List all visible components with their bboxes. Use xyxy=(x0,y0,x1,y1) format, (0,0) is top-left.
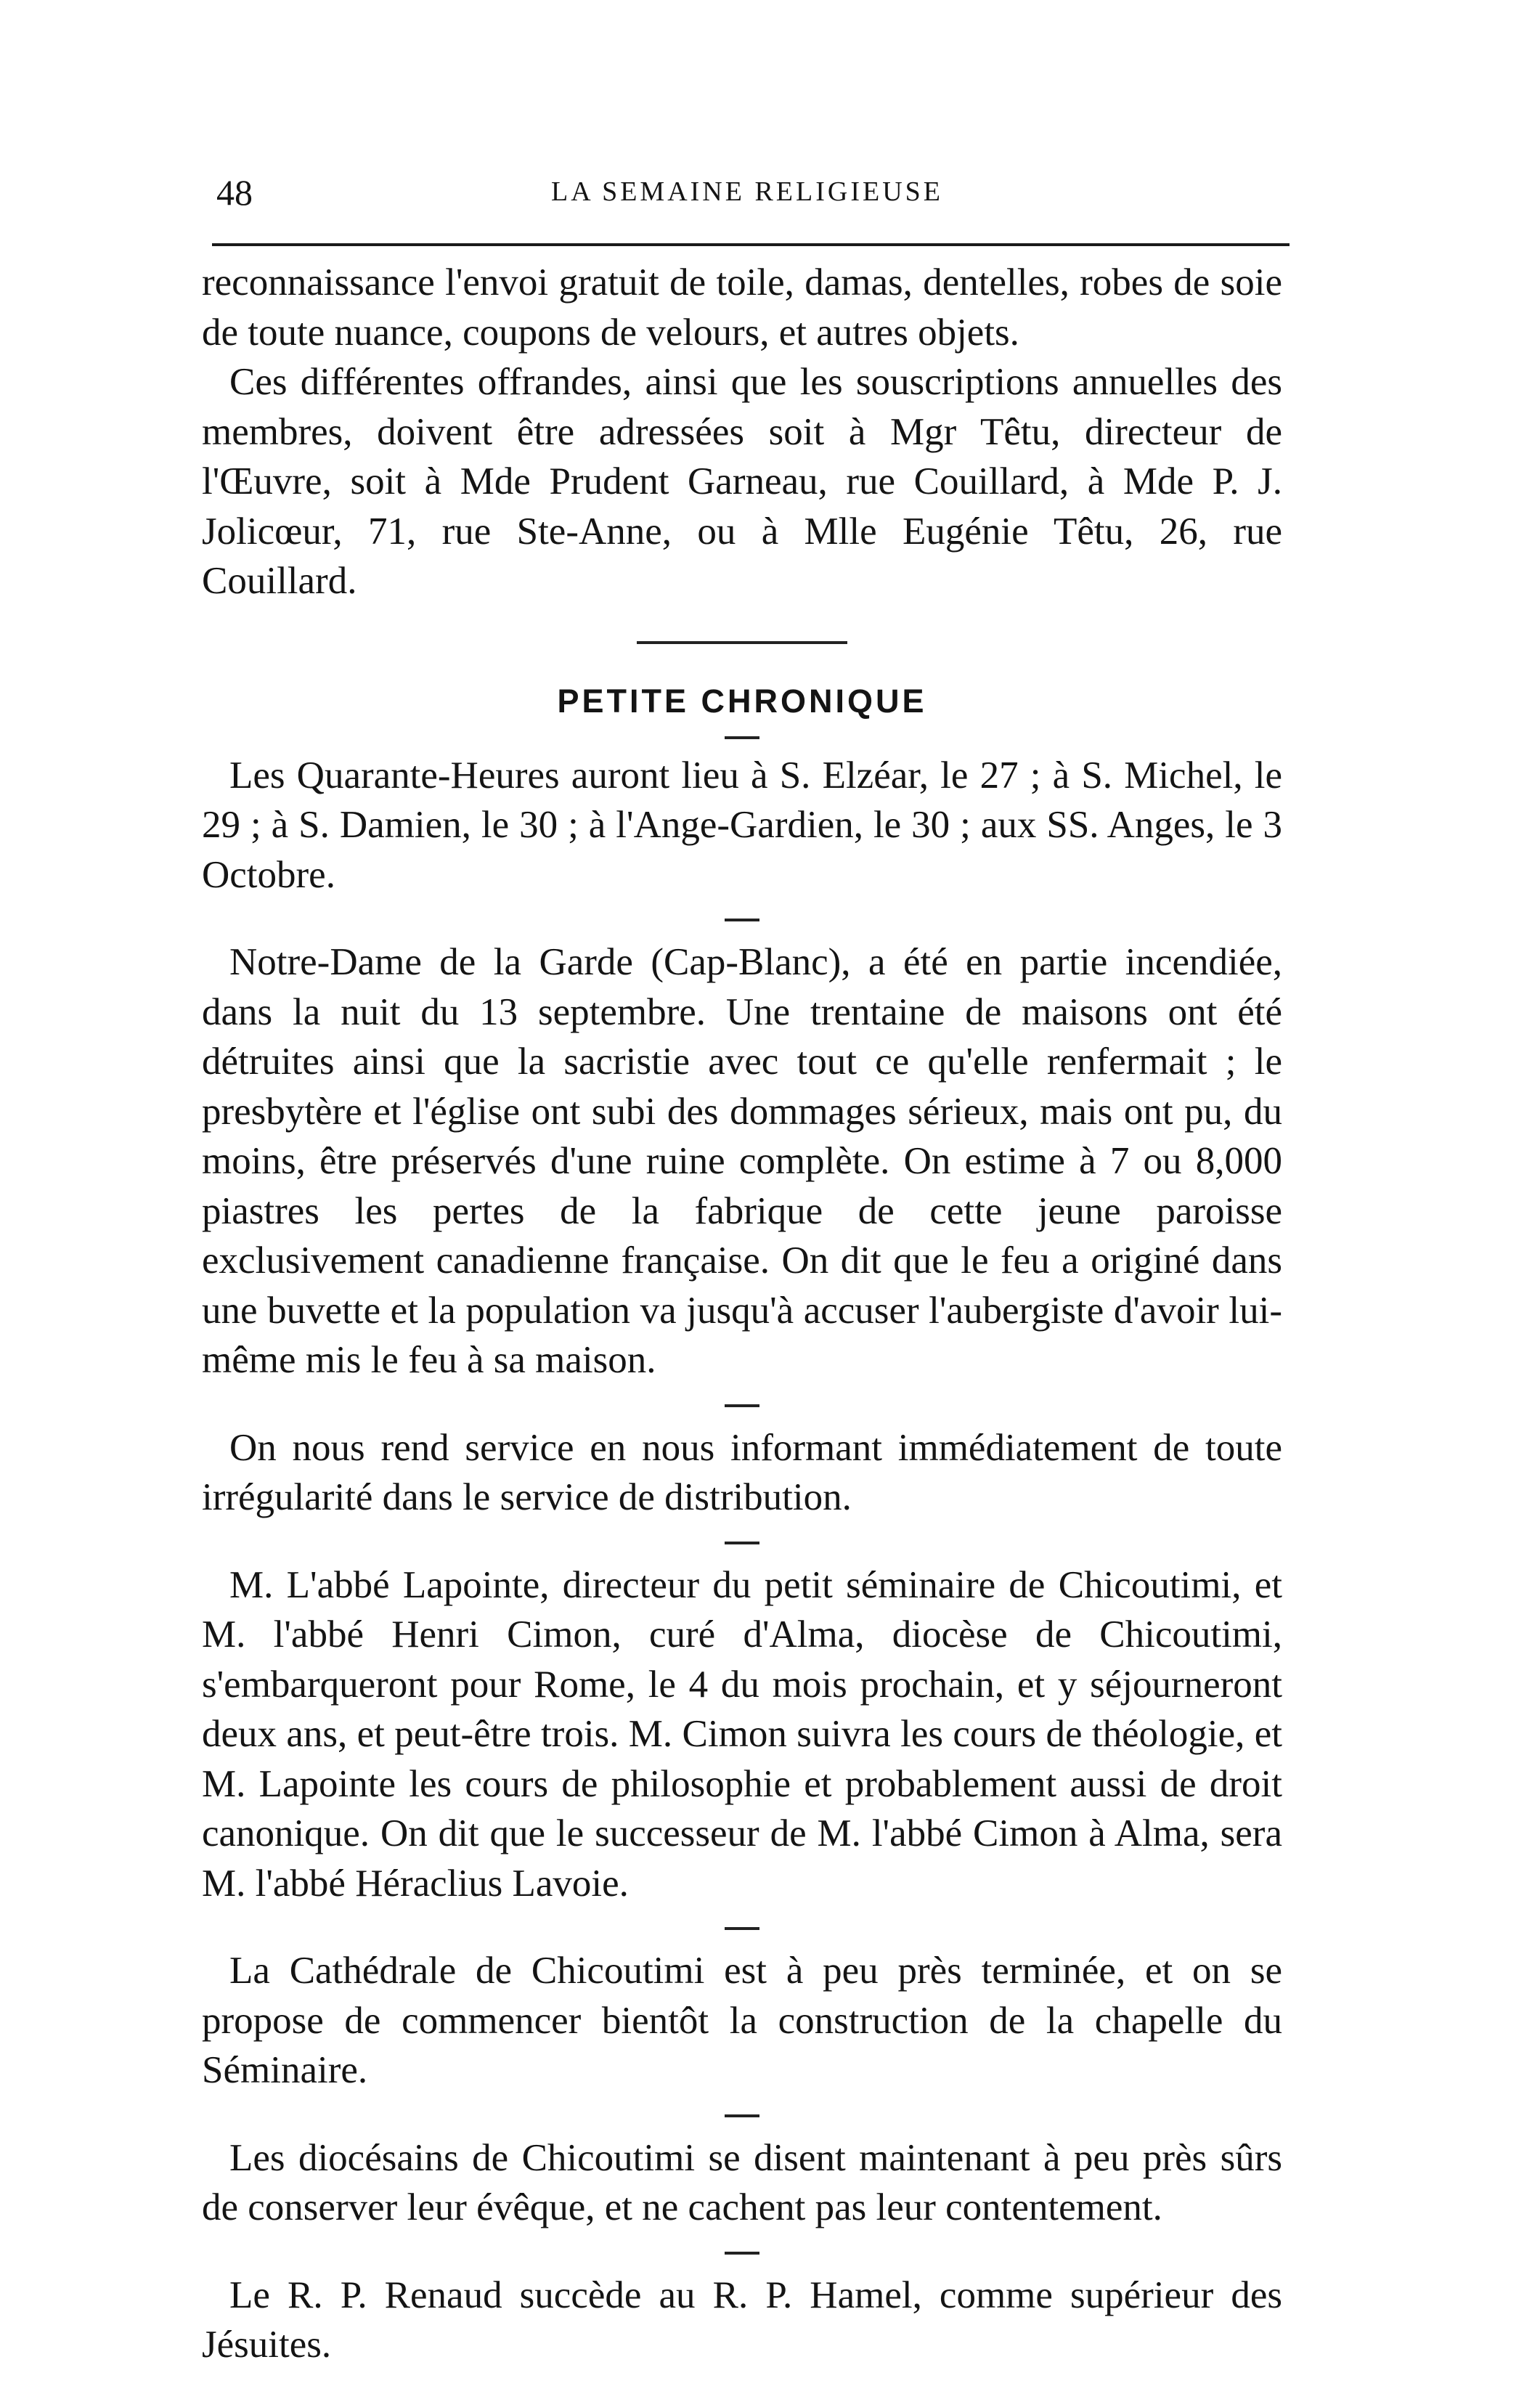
item-separator xyxy=(725,2114,759,2117)
item-separator xyxy=(725,736,759,739)
item-separator xyxy=(725,919,759,921)
paragraph-continuation: reconnaissance l'envoi gratuit de toile, damas, dentelles, robes de soie de toute nuance, coupons de velours, et autres objets. xyxy=(202,261,1282,354)
chronicle-item: La Cathédrale de Chicoutimi est à peu près terminée, et on se propose de commencer bientôt la construction de la chapelle du Séminaire. xyxy=(202,1950,1282,2091)
item-separator xyxy=(725,1542,759,1544)
chronicle-item: On nous rend service en nous informant immédiatement de toute irrégularité dans le service de distribution. xyxy=(202,1426,1282,1518)
running-title: LA SEMAINE RELIGIEUSE xyxy=(551,176,943,207)
header-rule xyxy=(212,243,1290,246)
text-column xyxy=(202,258,1282,2370)
chronicle-item: Le R. P. Renaud succède au R. P. Hamel, comme supérieur des Jésuites. xyxy=(202,2273,1282,2366)
paragraph-offrandes: Ces différentes offrandes, ainsi que les souscriptions annuelles des membres, doivent être adressées soit à Mgr Têtu, directeur de l'Œuvre, soit à Mde Prudent Garneau, rue Couillard, à Mde P. J. Jolicœur, 71, rue Ste-Anne, ou à Mlle Eugénie Têtu, 26, rue Couillard. xyxy=(202,361,1282,602)
chronicle-item: Les diocésains de Chicoutimi se disent maintenant à peu près sûrs de conserver leur évêque, et ne cachent pas leur contentement. xyxy=(202,2136,1282,2228)
item-separator xyxy=(725,1927,759,1930)
item-separator xyxy=(725,2252,759,2255)
chronicle-item: Les Quarante-Heures auront lieu à S. Elzéar, le 27 ; à S. Michel, le 29 ; à S. Damien, le 30 ; à l'Ange-Gardien, le 30 ; aux SS. Anges, le 3 Octobre. xyxy=(202,754,1282,896)
page-header xyxy=(216,171,1278,215)
page-number: 48 xyxy=(216,172,253,213)
section-divider xyxy=(637,641,847,644)
section-title: PETITE CHRONIQUE xyxy=(557,682,927,720)
chronicle-item: Notre-Dame de la Garde (Cap-Blanc), a été en partie incendiée, dans la nuit du 13 septembre. Une trentaine de maisons ont été détruites ainsi que la sacristie avec tout ce qu'elle renfermait ; le presbytère et l'église ont subi des dommages sérieux, mais ont pu, du moins, être préservés d'une ruine complète. On estime à 7 ou 8,000 piastres les pertes de la fabrique de cette jeune paroisse exclusivement canadienne française. On dit que le feu a originé dans une buvette et la population va jusqu'à accuser l'aubergiste d'avoir lui-même mis le feu à sa maison. xyxy=(202,941,1282,1381)
chronicle-item: M. L'abbé Lapointe, directeur du petit séminaire de Chicoutimi, et M. l'abbé Henri Cimon, curé d'Alma, diocèse de Chicoutimi, s'embarqueront pour Rome, le 4 du mois prochain, et y séjourneront deux ans, et peut-être trois. M. Cimon suivra les cours de théologie, et M. Lapointe les cours de philosophie et probablement aussi de droit canonique. On dit que le successeur de M. l'abbé Cimon à Alma, sera M. l'abbé Héraclius Lavoie. xyxy=(202,1563,1282,1905)
item-separator xyxy=(725,1404,759,1407)
